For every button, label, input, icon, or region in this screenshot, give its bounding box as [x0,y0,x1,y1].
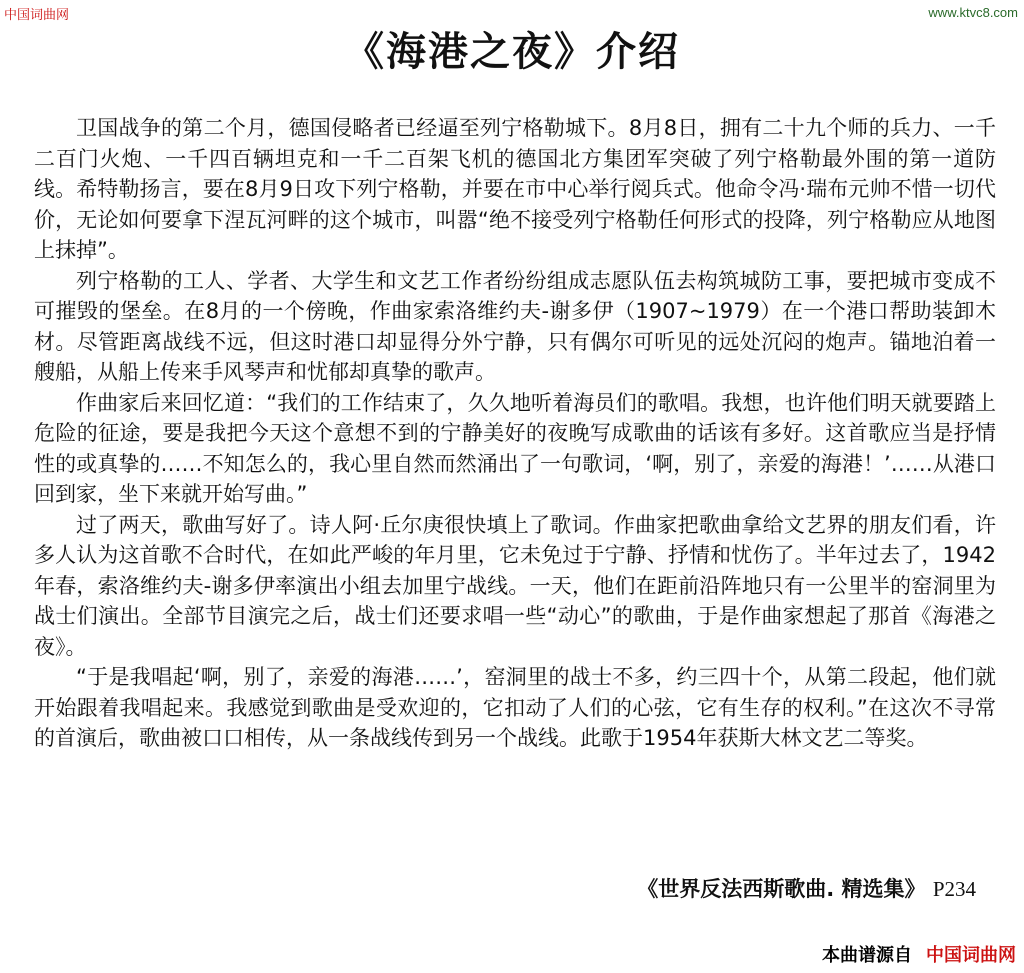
footer-credit [822,941,1016,967]
paragraph-5: “于是我唱起‘啊，别了，亲爱的海港……’，窑洞里的战士不多，约三四十个，从第二段起，他们就开始跟着我唱起来。我感觉到歌曲是受欢迎的，它扣动了人们的心弦，它有生存的权利。”在这次不寻常的首演后，歌曲被口口相传，从一条战线传到另一个战线。此歌于1954年获斯大林文艺二等奖。 [34,665,996,750]
paragraph-4: 过了两天，歌曲写好了。诗人阿·丘尔庚很快填上了歌词。作曲家把歌曲拿给文艺界的朋友们看，许多人认为这首歌不合时代，在如此严峻的年月里，它未免过于宁静、抒情和忧伤了。半年过去了，1942年春，索洛维约夫-谢多伊率演出小组去加里宁战线。一天，他们在距前沿阵地只有一公里半的窑洞里为战士们演出。全部节目演完之后，战士们还要求唱一些“动心”的歌曲，于是作曲家想起了那首《海港之夜》。 [34,512,996,659]
source-page-number: P234 [932,877,976,901]
paragraph-1: 卫国战争的第二个月，德国侵略者已经逼至列宁格勒城下。8月8日，拥有二十九个师的兵力、一千二百门火炮、一千四百辆坦克和一千二百架飞机的德国北方集团军突破了列宁格勒最外围的第一道防线。希特勒扬言，要在8月9日攻下列宁格勒，并要在市中心举行阅兵式。他命令冯·瑞布元帅不惜一切代价，无论如何要拿下涅瓦河畔的这个城市，叫嚣“绝不接受列宁格勒任何形式的投降，列宁格勒应从地图上抹掉”。 [34,116,996,262]
source-citation [637,873,976,903]
footer-label: 本曲谱源自 [822,945,912,966]
paragraph-2: 列宁格勒的工人、学者、大学生和文艺工作者纷纷组成志愿队伍去构筑城防工事，要把城市变成不可摧毁的堡垒。在8月的一个傍晚，作曲家索洛维约夫-谢多伊（1907~1979）在一个港口帮助装卸木材。尽管距离战线不远，但这时港口却显得分外宁静，只有偶尔可听见的远处沉闷的炮声。锚地泊着一艘船，从船上传来手风琴声和忧郁却真挚的歌声。 [34,268,996,384]
site-name-top-left: 中国词曲网 [4,8,70,23]
article-body [34,113,996,754]
page-title: 《海港之夜》介绍 [344,29,680,75]
paragraph-3: 作曲家后来回忆道：“我们的工作结束了，久久地听着海员们的歌唱。我想，也许他们明天就要踏上危险的征途，要是我把今天这个意想不到的宁静美好的夜晚写成歌曲的话该有多好。这首歌应当是抒情性的或真挚的……不知怎么的，我心里自然而然涌出了一句歌词，‘啊，别了，亲爱的海港！’……从港口回到家，坐下来就开始写曲。” [34,390,996,506]
footer-site-name[interactable]: 中国词曲网 [926,945,1016,966]
source-book-title: 《世界反法西斯歌曲. 精选集》 [637,877,926,901]
site-url-top-right[interactable]: www.ktvc8.com [928,5,1018,20]
